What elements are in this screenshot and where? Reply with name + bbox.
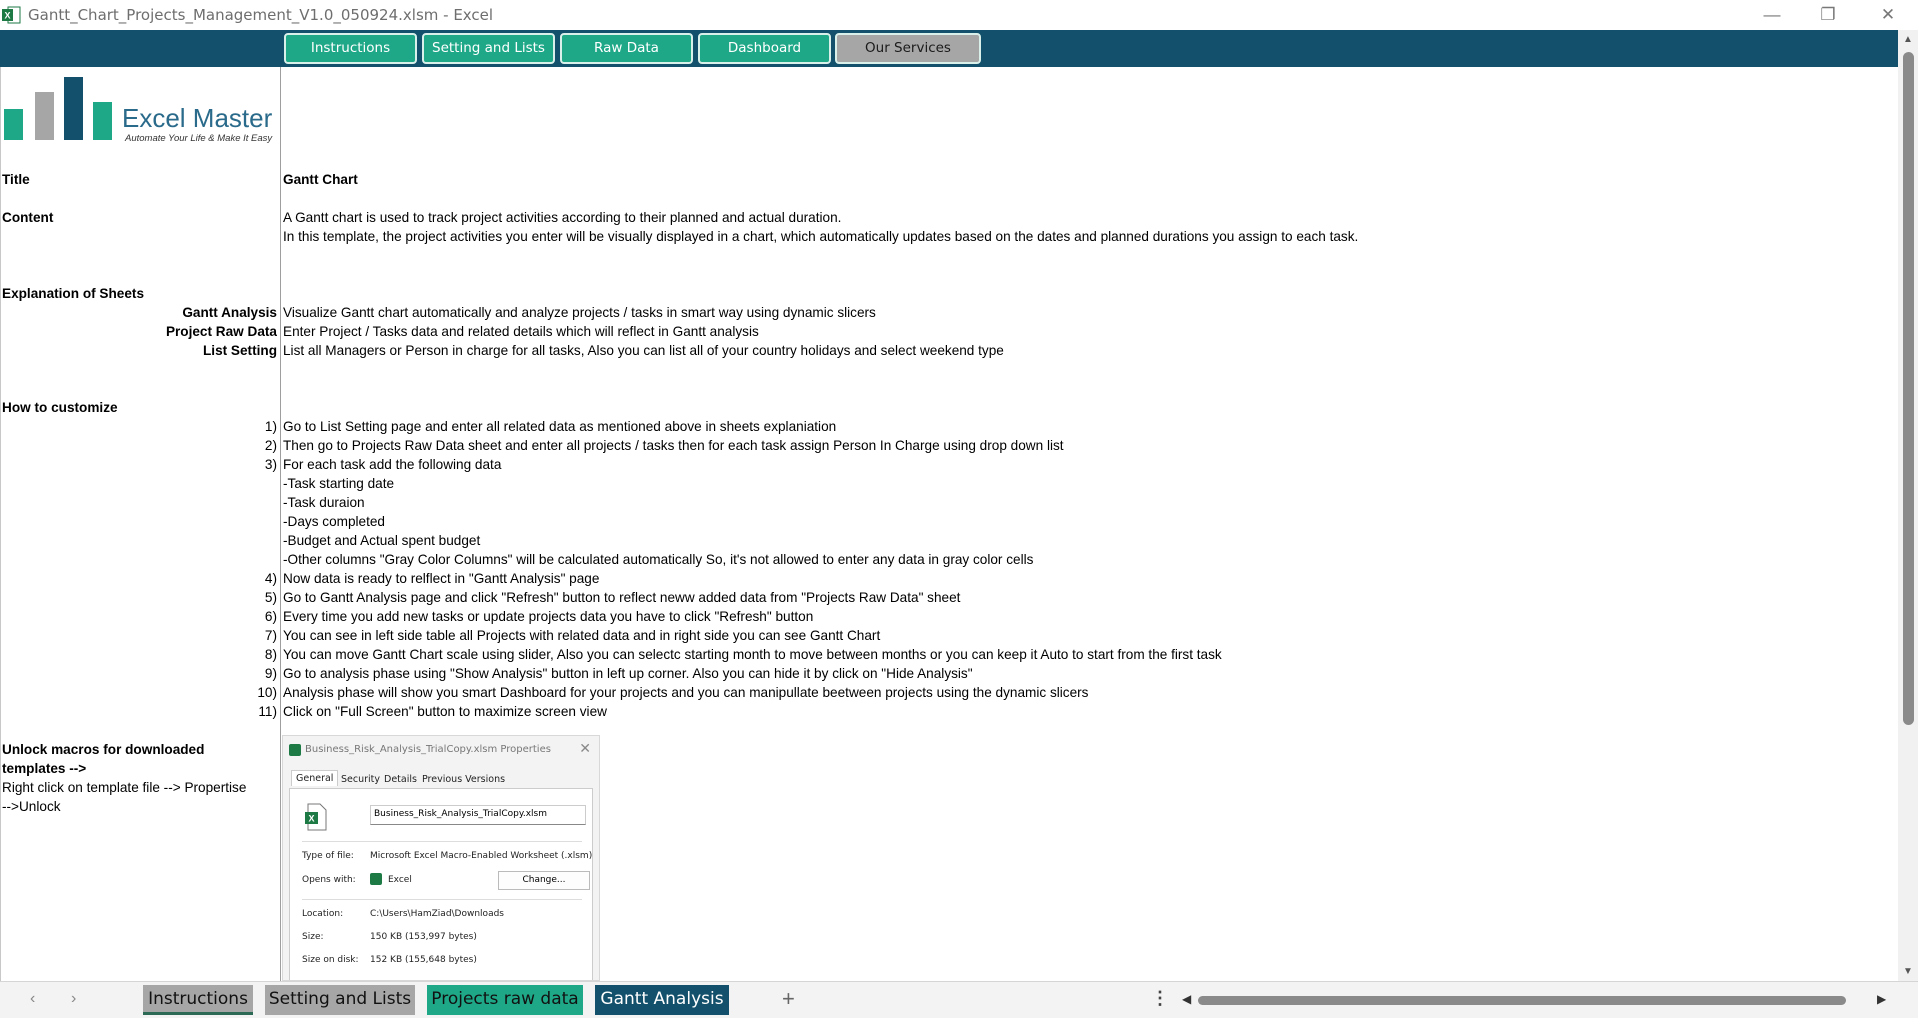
dialog-disk-label: Size on disk: [302,955,359,965]
close-button[interactable]: ✕ [1880,5,1896,24]
logo-tagline: Automate Your Life & Make It Easy [125,133,273,144]
step-text: Go to analysis phase using "Show Analysis" button in left up corner. Also you can hide it by click on "Hide Analysis" [283,666,973,681]
dialog-tab-details: Details [384,774,417,785]
sheet-name-gantt-analysis: Gantt Analysis [182,305,277,320]
logo-brand-text: Excel Master [122,103,273,133]
step-number: 7) [264,628,277,643]
horizontal-scroll-thumb[interactable] [1198,996,1846,1005]
step-text: Go to List Setting page and enter all related data as mentioned above in sheets explaniation [283,419,837,434]
dialog-title: Business_Risk_Analysis_TrialCopy.xlsm Properties [305,744,551,755]
sheet-desc-gantt-analysis: Visualize Gantt chart automatically and analyze projects / tasks in smart way using dynamic slicers [283,305,876,320]
logo-bar-4 [93,102,112,140]
unlock-heading-line-2: templates --> [2,761,87,776]
prev-sheet-icon[interactable]: ‹ [30,990,36,1007]
sheet-tab-bar [0,981,1918,1018]
dialog-panel [289,788,593,981]
dialog-separator [302,899,582,900]
sheet-desc-list-setting: List all Managers or Person in charge for all tasks, Also you can list all of your country holidays and select weekend type [283,343,1004,358]
title-value: Gantt Chart [283,172,358,187]
logo-bar-1 [4,109,23,140]
dialog-close-icon: ✕ [579,741,591,757]
dialog-size-label: Size: [302,932,324,942]
dialog-size-value: 150 KB (153,997 bytes) [370,932,477,942]
step-text: You can move Gantt Chart scale using slider, Also you can selectc starting month to move between months or you can keep it Auto to start from the first task [283,647,1222,662]
step-subitem: -Budget and Actual spent budget [283,533,481,548]
nav-button-instructions[interactable]: Instructions [284,33,417,64]
dialog-change-button: Change... [498,871,590,890]
dialog-tab-previous-versions: Previous Versions [422,774,506,785]
sheet-desc-project-raw-data: Enter Project / Tasks data and related details which will reflect in Gantt analysis [283,324,759,339]
dialog-type-label: Type of file: [302,851,354,861]
scroll-down-icon[interactable]: ▼ [1903,966,1913,977]
step-number: 9) [264,666,277,681]
next-sheet-icon[interactable]: › [71,990,77,1007]
dialog-filename-field: Business_Risk_Analysis_TrialCopy.xlsm [370,805,586,825]
dialog-opens-value: Excel [388,875,412,885]
vertical-scroll-thumb[interactable] [1903,52,1914,725]
step-number: 2) [264,438,277,453]
unlock-text-line-1: Right click on template file --> Propertise [2,780,247,795]
excel-small-icon [370,873,382,885]
sheet-tab-projects-raw-data[interactable]: Projects raw data [427,985,583,1015]
nav-button-raw-data[interactable]: Raw Data [560,33,693,64]
step-number: 3) [264,457,277,472]
step-number: 8) [264,647,277,662]
svg-text:X: X [4,10,11,21]
title-bar [0,0,1918,30]
content-line-1: A Gantt chart is used to track project activities according to their planned and actual duration. [283,210,842,225]
sheet-name-project-raw-data: Project Raw Data [165,324,277,339]
svg-text:X: X [308,813,315,824]
content-label: Content [2,210,54,225]
dialog-tab-general: General [291,770,338,786]
step-text: Now data is ready to relflect in "Gantt Analysis" page [283,571,600,586]
excel-file-icon [304,803,328,831]
add-sheet-icon[interactable]: + [782,986,795,1011]
unlock-heading-line-1: Unlock macros for downloaded [2,742,205,757]
step-text: Go to Gantt Analysis page and click "Refresh" button to reflect neww added data from "Projects Raw Data" sheet [283,590,961,605]
dialog-tab-security: Security [341,774,381,785]
step-text: Click on "Full Screen" button to maximize screen view [283,704,607,719]
scroll-right-icon[interactable]: ▶ [1877,992,1887,1006]
step-subitem: -Task starting date [283,476,395,491]
minimize-button[interactable]: — [1763,5,1781,24]
dialog-location-value: C:\Users\HamZiad\Downloads [370,909,504,919]
dialog-disk-value: 152 KB (155,648 bytes) [370,955,477,965]
scroll-left-icon[interactable]: ◀ [1182,992,1192,1006]
step-subitem: -Days completed [283,514,385,529]
content-line-2: In this template, the project activities you enter will be visually displayed in a chart, which automatically updates based on the dates and planned durations you assign to each task. [283,229,1359,244]
window-title: Gantt_Chart_Projects_Management_V1.0_050924.xlsm - Excel [28,6,494,24]
dialog-location-label: Location: [302,909,344,919]
restore-button[interactable]: ❐ [1820,5,1836,24]
step-text: You can see in left side table all Projects with related data and in right side you can see Gantt Chart [283,628,881,643]
excel-master-logo [4,81,280,147]
step-number: 5) [264,590,277,605]
file-icon [289,744,301,756]
navigation-banner [0,30,1898,67]
nav-button-dashboard[interactable]: Dashboard [698,33,831,64]
sheet-tab-setting-and-lists[interactable]: Setting and Lists [265,985,415,1015]
sheet-name-list-setting: List Setting [202,343,277,358]
step-number: 4) [264,571,277,586]
customize-heading: How to customize [2,400,118,415]
step-number: 6) [264,609,277,624]
step-number: 1) [264,419,277,434]
unlock-text-line-2: -->Unlock [2,799,61,814]
step-number: 10) [257,685,277,700]
step-text: For each task add the following data [283,457,502,472]
properties-dialog-image [282,735,600,981]
step-text: Every time you add new tasks or update projects data you have to click "Refresh" button [283,609,814,624]
title-label: Title [2,172,30,187]
dialog-type-value: Microsoft Excel Macro-Enabled Worksheet (.xlsm) [370,851,593,861]
nav-button-setting-and-lists[interactable]: Setting and Lists [422,33,555,64]
step-subitem: -Other columns "Gray Color Columns" will be calculated automatically So, it's not allowed to enter any data in gray color cells [283,552,1034,567]
excel-app-icon [2,6,21,24]
sheet-tab-instructions[interactable]: Instructions [143,985,253,1015]
step-text: Analysis phase will show you smart Dashboard for your projects and you can manipullate beetween projects using the dynamic slicers [283,685,1089,700]
step-number: 11) [258,704,277,719]
vertical-scrollbar[interactable] [1898,30,1918,981]
scroll-up-icon[interactable]: ▲ [1903,34,1913,45]
step-text: Then go to Projects Raw Data sheet and enter all projects / tasks then for each task assign Person In Charge using drop down list [283,438,1064,453]
nav-button-our-services[interactable]: Our Services [835,33,981,64]
column-divider [280,67,281,981]
horizontal-scrollbar[interactable] [1182,992,1890,1008]
more-options-icon[interactable]: ⋮ [1151,988,1169,1008]
dialog-separator [302,841,582,842]
logo-bar-2 [35,92,54,140]
sheet-tab-gantt-analysis[interactable]: Gantt Analysis [595,985,729,1015]
logo-bar-3 [64,77,83,140]
step-subitem: -Task duraion [283,495,365,510]
dialog-opens-label: Opens with: [302,875,356,885]
sheets-heading: Explanation of Sheets [2,286,145,301]
